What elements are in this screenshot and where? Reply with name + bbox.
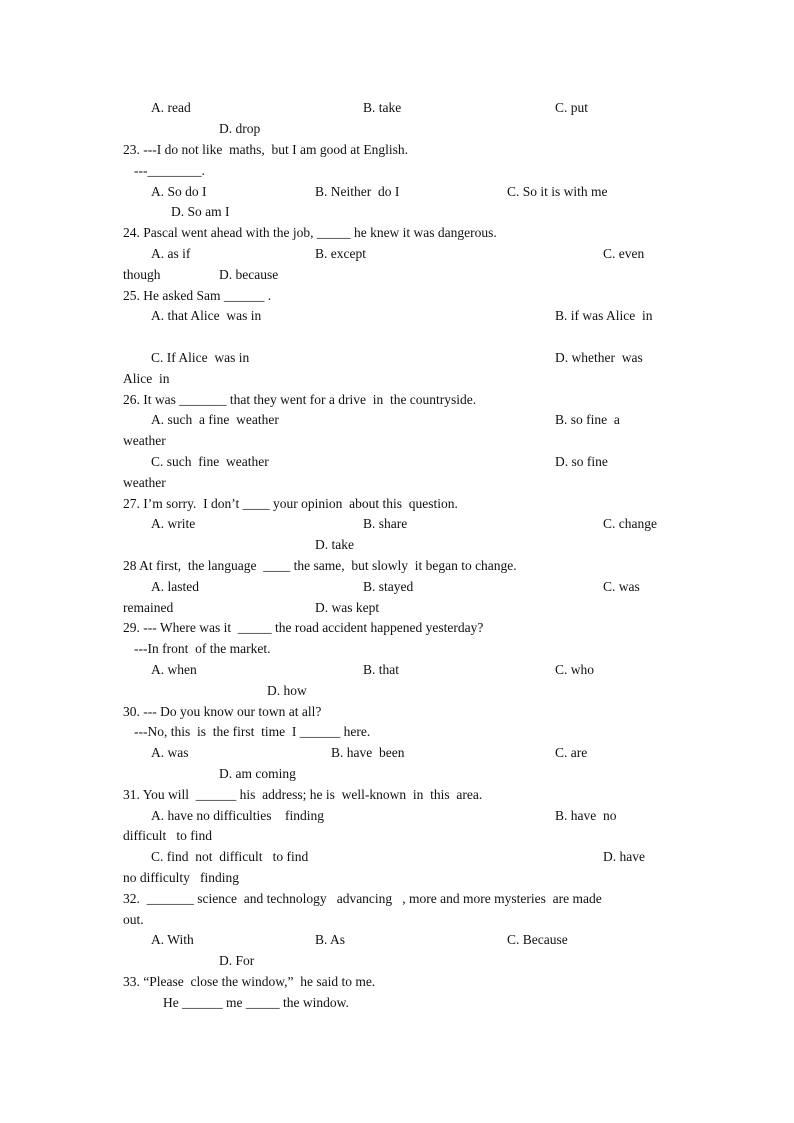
q29-reply: ---In front of the market. [134,641,271,656]
q23-reply: ---________. [134,163,205,178]
q31-option-d-cont: no difficulty finding [123,870,239,885]
q28-option-a: A. lasted [151,579,199,594]
q25-option-d: D. whether was [555,350,643,365]
q27-option-c: C. change [603,516,657,531]
q26-option-d: D. so fine [555,454,608,469]
q26-stem: 26. It was _______ that they went for a drive in the countryside. [123,392,477,407]
q30-option-d: D. am coming [219,766,296,781]
q24-option-c: C. even [603,246,645,261]
q32-option-b: B. As [315,932,346,947]
q32-stem-cont: out. [123,912,144,927]
q25-option-c: C. If Alice was in [151,350,250,365]
q28-option-c-cont: remained [123,600,174,615]
q30-option-c: C. are [555,745,588,760]
q25-stem: 25. He asked Sam ______ . [123,288,272,303]
q32-option-a: A. With [151,932,194,947]
q31-option-a: A. have no difficulties finding [151,808,324,823]
q26-option-a: A. such a fine weather [151,412,279,427]
q31-option-c: C. find not difficult to find [151,849,309,864]
q29-option-c: C. who [555,662,595,677]
q29-option-b: B. that [363,662,399,677]
q23-option-a: A. So do I [151,184,207,199]
q31-option-b-cont: difficult to find [123,828,212,843]
q30-stem: 30. --- Do you know our town at all? [123,704,322,719]
q25-option-a: A. that Alice was in [151,308,262,323]
q24-option-d: D. because [219,267,279,282]
q27-option-a: A. write [151,516,196,531]
q23-option-c: C. So it is with me [507,184,608,199]
q31-stem: 31. You will ______ his address; he is well-known in this area. [123,787,483,802]
q23-stem: 23. ---I do not like maths, but I am good at English. [123,142,408,157]
q23-option-d: D. So am I [171,204,230,219]
q22-option-c: C. put [555,100,589,115]
q26-option-b-cont: weather [123,433,166,448]
q31-option-b: B. have no [555,808,617,823]
q24-option-c-cont: though [123,267,161,282]
q24-option-a: A. as if [151,246,191,261]
q27-option-b: B. share [363,516,408,531]
q28-option-c: C. was [603,579,640,594]
q25-option-b: B. if was Alice in [555,308,653,323]
q33-stem: 33. “Please close the window,” he said to me. [123,974,376,989]
q31-option-d: D. have [603,849,645,864]
q29-option-d: D. how [267,683,307,698]
q30-reply: ---No, this is the first time I ______ here. [134,724,371,739]
q23-option-b: B. Neither do I [315,184,400,199]
q33-reported: He ______ me _____ the window. [163,995,349,1010]
q30-option-a: A. was [151,745,189,760]
q26-option-c: C. such fine weather [151,454,269,469]
q27-stem: 27. I’m sorry. I don’t ____ your opinion about this question. [123,496,458,511]
q27-option-d: D. take [315,537,354,552]
q28-option-d: D. was kept [315,600,380,615]
q22-option-a: A. read [151,100,191,115]
q29-stem: 29. --- Where was it _____ the road accident happened yesterday? [123,620,484,635]
q30-option-b: B. have been [331,745,405,760]
q25-option-d-cont: Alice in [123,371,170,386]
q32-option-c: C. Because [507,932,568,947]
q26-option-d-cont: weather [123,475,166,490]
q26-option-b: B. so fine a [555,412,620,427]
q29-option-a: A. when [151,662,197,677]
q32-stem: 32. _______ science and technology advancing , more and more mysteries are made [123,891,602,906]
q32-option-d: D. For [219,953,255,968]
q22-option-d: D. drop [219,121,261,136]
q22-option-b: B. take [363,100,402,115]
q24-option-b: B. except [315,246,366,261]
q28-stem: 28 At first, the language ____ the same, but slowly it began to change. [123,558,517,573]
q28-option-b: B. stayed [363,579,414,594]
q24-stem: 24. Pascal went ahead with the job, _____ he knew it was dangerous. [123,225,497,240]
